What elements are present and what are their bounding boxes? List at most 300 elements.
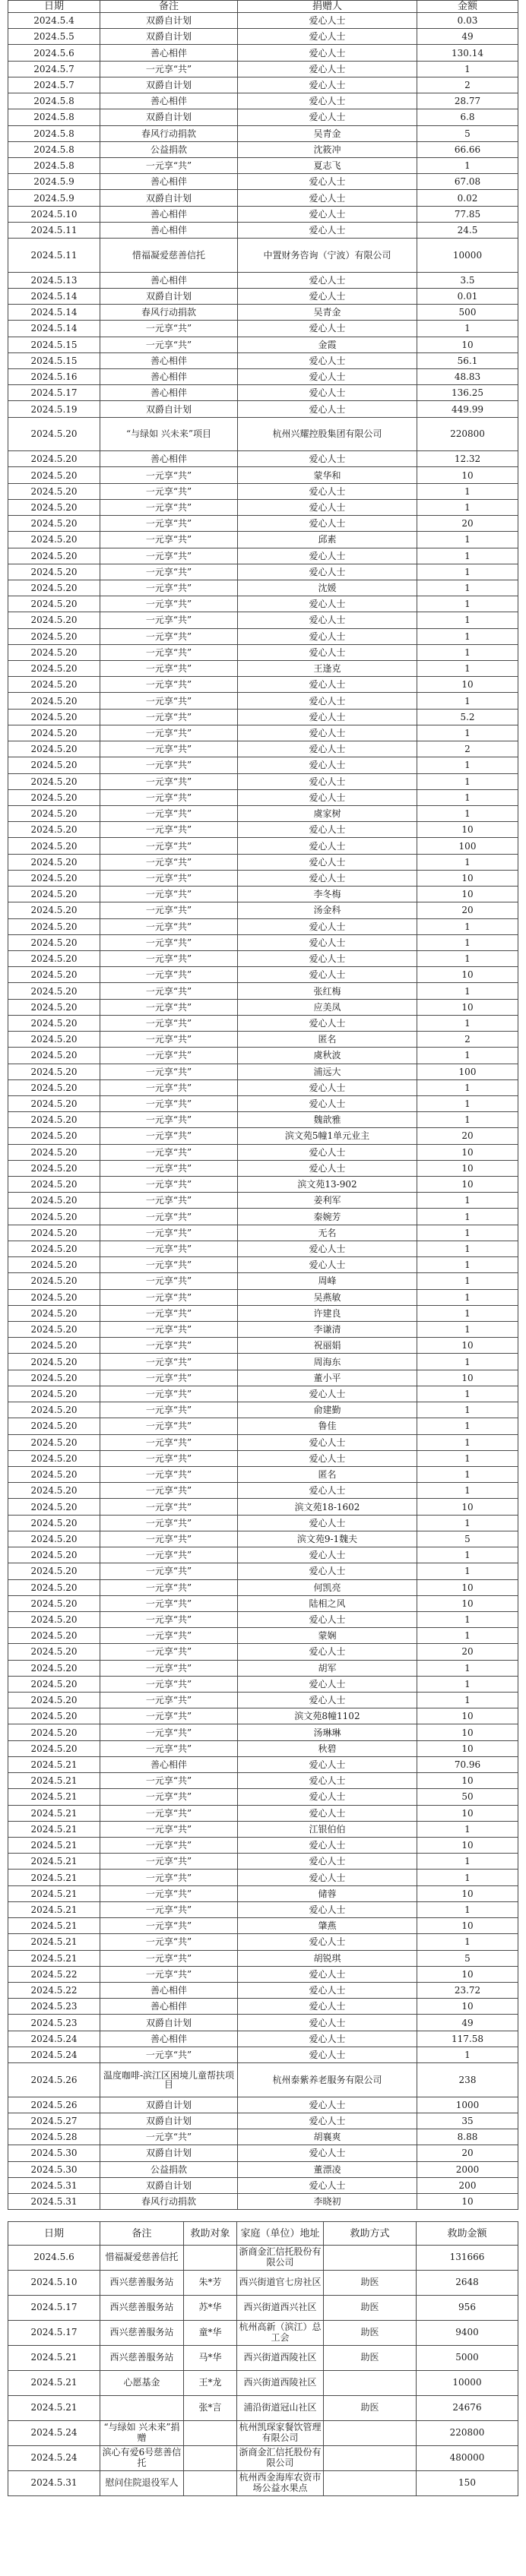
table-row [8, 1595, 518, 1611]
cell-note: 一元享“共” [100, 1885, 238, 1901]
cell-date: 2024.5.21 [8, 1950, 100, 1966]
cell-amount: 1 [417, 1193, 518, 1209]
cell-recipient [184, 2471, 237, 2496]
cell-date: 2024.5.20 [8, 887, 100, 902]
cell-date: 2024.5.20 [8, 1563, 100, 1579]
cell-amount: 49 [417, 2015, 518, 2031]
cell-note: 一元享“共” [100, 1418, 238, 1434]
table-row [8, 2047, 518, 2062]
table-row [8, 2015, 518, 2031]
table-row [8, 918, 518, 934]
cell-donor: 爱心人士 [238, 2015, 417, 2031]
cell-amount: 10 [417, 677, 518, 693]
cell-amount: 10 [417, 1838, 518, 1854]
header-date: 日期 [8, 2222, 100, 2246]
table-row [8, 1079, 518, 1095]
cell-date: 2024.5.11 [8, 239, 100, 273]
cell-recipient: 朱*芳 [184, 2271, 237, 2296]
cell-date: 2024.5.20 [8, 1144, 100, 1160]
cell-donor: 爱心人士 [238, 1999, 417, 2015]
cell-donor: 爱心人士 [238, 190, 417, 206]
cell-amount: 1 [417, 499, 518, 515]
cell-note: 一元享“共” [100, 1838, 238, 1854]
cell-donor: 爱心人士 [238, 1450, 417, 1466]
cell-donor: 爱心人士 [238, 1144, 417, 1160]
cell-note: 惜福凝爱慈善信托 [100, 2246, 184, 2271]
cell-donor: 爱心人士 [238, 564, 417, 580]
cell-donor: 匿名 [238, 1032, 417, 1048]
table-row [8, 757, 518, 773]
cell-note: 一元享“共” [100, 483, 238, 499]
cell-amount: 1 [417, 934, 518, 950]
cell-note: 一元享“共” [100, 1095, 238, 1111]
table-row [8, 1241, 518, 1256]
cell-date: 2024.5.26 [8, 2097, 100, 2113]
table-row [8, 1950, 518, 1966]
cell-note: 善心相伴 [100, 352, 238, 368]
table-row [8, 2193, 518, 2209]
cell-donor: 爱心人士 [238, 693, 417, 709]
assistance-table-body [8, 2246, 518, 2496]
cell-date: 2024.5.20 [8, 806, 100, 822]
cell-amount: 1 [417, 1466, 518, 1482]
table-row [8, 1209, 518, 1225]
cell-note: 善心相伴 [100, 451, 238, 467]
cell-note: 一元享“共” [100, 709, 238, 725]
cell-date: 2024.5.20 [8, 1676, 100, 1692]
cell-donor: 吴青金 [238, 305, 417, 321]
cell-amount: 1 [417, 564, 518, 580]
cell-amount: 10 [417, 1805, 518, 1821]
cell-amount: 1 [417, 1289, 518, 1305]
table-row [8, 1805, 518, 1821]
cell-donor: 爱心人士 [238, 1773, 417, 1789]
cell-amount: 1 [417, 1112, 518, 1128]
cell-amount: 1 [417, 61, 518, 77]
cell-amount: 1 [417, 1870, 518, 1885]
cell-donor: 张红梅 [238, 983, 417, 999]
cell-date: 2024.5.31 [8, 2471, 100, 2496]
table-row [8, 789, 518, 805]
cell-amount: 0.02 [417, 190, 518, 206]
cell-donor: 爱心人士 [238, 934, 417, 950]
cell-date: 2024.5.20 [8, 1048, 100, 1064]
header-recipient: 救助对象 [184, 2222, 237, 2246]
table-row [8, 1982, 518, 1998]
cell-note: 一元享“共” [100, 628, 238, 644]
table-row [8, 1789, 518, 1805]
cell-note: 一元享“共” [100, 1901, 238, 1917]
table-row [8, 1144, 518, 1160]
cell-donor: 爱心人士 [238, 499, 417, 515]
cell-amount: 10000 [417, 239, 518, 273]
table-row [8, 1854, 518, 1870]
cell-amount: 10 [417, 1966, 518, 1982]
cell-amount: 10 [417, 999, 518, 1015]
cell-amount: 1 [417, 773, 518, 789]
cell-donor: 爱心人士 [238, 870, 417, 886]
table-row [8, 1193, 518, 1209]
cell-amount: 1 [417, 1563, 518, 1579]
donation-table [8, 0, 518, 2210]
cell-amount: 10 [417, 1708, 518, 1724]
cell-amount: 956 [417, 2296, 518, 2321]
cell-donor: 爱心人士 [238, 1483, 417, 1499]
cell-donor: 爱心人士 [238, 1434, 417, 1450]
cell-donor: 滨文苑8幢1102 [238, 1708, 417, 1724]
table-row [8, 967, 518, 983]
cell-date: 2024.5.20 [8, 451, 100, 467]
cell-donor: 汤琳琳 [238, 1724, 417, 1740]
table-row [8, 1289, 518, 1305]
cell-note: 双爵自计划 [100, 109, 238, 125]
cell-donor: 吴燕敏 [238, 1289, 417, 1305]
cell-date: 2024.5.20 [8, 709, 100, 725]
cell-amount: 1 [417, 644, 518, 660]
cell-date: 2024.5.9 [8, 190, 100, 206]
cell-amount: 49 [417, 29, 518, 45]
cell-note: 一元享“共” [100, 321, 238, 337]
table-row [8, 1273, 518, 1289]
cell-date: 2024.5.20 [8, 950, 100, 966]
table-row [8, 1885, 518, 1901]
cell-note: 一元享“共” [100, 1450, 238, 1466]
cell-donor: 爱心人士 [238, 368, 417, 384]
table-row [8, 693, 518, 709]
cell-donor: 汤金科 [238, 902, 417, 918]
cell-note: 一元享“共” [100, 499, 238, 515]
table-row [8, 29, 518, 45]
cell-amount: 1 [417, 321, 518, 337]
cell-amount: 1 [417, 1305, 518, 1321]
cell-donor: 爱心人士 [238, 1611, 417, 1627]
cell-date: 2024.5.17 [8, 385, 100, 401]
cell-note: 一元享“共” [100, 467, 238, 483]
table-row [8, 1466, 518, 1482]
cell-donor: 滨文苑13-902 [238, 1177, 417, 1193]
cell-note: 一元享“共” [100, 1434, 238, 1450]
header-method: 救助方式 [324, 2222, 417, 2246]
cell-note: “与绿如 兴未来”捐赠 [100, 2421, 184, 2446]
cell-date: 2024.5.20 [8, 1531, 100, 1547]
cell-note: 一元享“共” [100, 725, 238, 741]
cell-donor: 爱心人士 [238, 2097, 417, 2113]
table-row [8, 2031, 518, 2047]
table-row [8, 1547, 518, 1563]
cell-amount: 1 [417, 757, 518, 773]
cell-date: 2024.5.20 [8, 757, 100, 773]
cell-amount: 117.58 [417, 2031, 518, 2047]
cell-note: 西兴慈善服务站 [100, 2296, 184, 2321]
cell-amount: 200 [417, 2177, 518, 2193]
cell-date: 2024.5.6 [8, 2246, 100, 2271]
cell-donor: 爱心人士 [238, 1676, 417, 1692]
cell-amount: 1 [417, 157, 518, 173]
cell-donor: 胡军 [238, 1660, 417, 1676]
cell-date: 2024.5.20 [8, 1644, 100, 1660]
cell-donor: 爱心人士 [238, 352, 417, 368]
cell-amount: 1 [417, 1450, 518, 1466]
cell-date: 2024.5.20 [8, 1693, 100, 1708]
cell-amount: 5.2 [417, 709, 518, 725]
cell-amount: 23.72 [417, 1982, 518, 1998]
table-row [8, 564, 518, 580]
cell-amount: 10000 [417, 2371, 518, 2396]
table-row [8, 2421, 518, 2446]
table-row [8, 1740, 518, 1756]
cell-donor: 爱心人士 [238, 1966, 417, 1982]
table-row [8, 1756, 518, 1772]
cell-date: 2024.5.20 [8, 918, 100, 934]
cell-date: 2024.5.20 [8, 596, 100, 612]
cell-amount: 1 [417, 1209, 518, 1225]
cell-donor: 爱心人士 [238, 1160, 417, 1176]
cell-address: 西兴街道西陵社区 [237, 2346, 324, 2371]
cell-note: 一元享“共” [100, 337, 238, 352]
cell-amount: 67.08 [417, 174, 518, 190]
table-row [8, 822, 518, 838]
cell-donor: 爱心人士 [238, 401, 417, 417]
cell-amount: 1 [417, 1547, 518, 1563]
table-row [8, 1338, 518, 1354]
cell-note: 一元享“共” [100, 1934, 238, 1950]
cell-note: 一元享“共” [100, 1079, 238, 1095]
cell-date: 2024.5.20 [8, 1322, 100, 1338]
cell-date: 2024.5.21 [8, 1870, 100, 1885]
table-row [8, 337, 518, 352]
cell-date: 2024.5.24 [8, 2031, 100, 2047]
table-row [8, 190, 518, 206]
cell-date: 2024.5.8 [8, 141, 100, 157]
table-row [8, 157, 518, 173]
cell-amount: 1 [417, 596, 518, 612]
table-row [8, 644, 518, 660]
cell-date: 2024.5.20 [8, 1064, 100, 1079]
cell-date: 2024.5.20 [8, 677, 100, 693]
cell-donor: 爱心人士 [238, 918, 417, 934]
cell-date: 2024.5.19 [8, 401, 100, 417]
table-row [8, 870, 518, 886]
cell-date: 2024.5.20 [8, 1628, 100, 1644]
cell-note: 一元享“共” [100, 61, 238, 77]
cell-amount: 1 [417, 1402, 518, 1418]
table-row [8, 677, 518, 693]
cell-amount: 1 [417, 1079, 518, 1095]
cell-recipient [184, 2421, 237, 2446]
cell-note: 一元享“共” [100, 967, 238, 983]
cell-amount: 2 [417, 77, 518, 93]
table-row [8, 548, 518, 564]
cell-date: 2024.5.20 [8, 644, 100, 660]
cell-amount: 1 [417, 1660, 518, 1676]
cell-amount: 1 [417, 854, 518, 870]
cell-amount: 1 [417, 725, 518, 741]
table-row [8, 385, 518, 401]
cell-date: 2024.5.20 [8, 1740, 100, 1756]
table-row [8, 1354, 518, 1370]
table-row [8, 1499, 518, 1515]
cell-note: 一元享“共” [100, 532, 238, 548]
table-row [8, 1048, 518, 1064]
table-row [8, 1531, 518, 1547]
table-row [8, 93, 518, 109]
cell-date: 2024.5.20 [8, 1595, 100, 1611]
cell-date: 2024.5.20 [8, 1177, 100, 1193]
table-row [8, 222, 518, 238]
table-row [8, 902, 518, 918]
table-row [8, 451, 518, 467]
table-row [8, 109, 518, 125]
table-row [8, 1322, 518, 1338]
cell-date: 2024.5.20 [8, 1305, 100, 1321]
cell-note: 滨心有爱6号慈善信托 [100, 2446, 184, 2471]
cell-amount: 8.88 [417, 2129, 518, 2145]
cell-date: 2024.5.20 [8, 1370, 100, 1386]
cell-note: 善心相伴 [100, 1999, 238, 2015]
cell-donor: 爱心人士 [238, 451, 417, 467]
cell-date: 2024.5.17 [8, 2296, 100, 2321]
cell-donor: 爱心人士 [238, 385, 417, 401]
cell-donor: 爱心人士 [238, 1982, 417, 1998]
table-row [8, 239, 518, 273]
table-row [8, 1934, 518, 1950]
cell-date: 2024.5.20 [8, 1708, 100, 1724]
cell-address: 浦沿街道冠山社区 [237, 2396, 324, 2421]
table-row [8, 1676, 518, 1692]
table-row [8, 950, 518, 966]
cell-note: 一元享“共” [100, 1241, 238, 1256]
cell-date: 2024.5.17 [8, 2321, 100, 2346]
cell-amount: 5 [417, 125, 518, 141]
table-row [8, 516, 518, 532]
cell-note: 一元享“共” [100, 1338, 238, 1354]
cell-donor: 董小平 [238, 1370, 417, 1386]
cell-date: 2024.5.22 [8, 1966, 100, 1982]
cell-amount: 1 [417, 1901, 518, 1917]
cell-amount: 2 [417, 741, 518, 757]
table-row [8, 125, 518, 141]
cell-amount: 131666 [417, 2246, 518, 2271]
cell-note: 温度咖啡-滨江区困境儿童帮扶项目 [100, 2063, 238, 2097]
cell-note: 双爵自计划 [100, 2097, 238, 2113]
cell-note: 一元享“共” [100, 1708, 238, 1724]
cell-amount: 1 [417, 693, 518, 709]
cell-date: 2024.5.28 [8, 2129, 100, 2145]
cell-note: 一元享“共” [100, 918, 238, 934]
cell-amount: 238 [417, 2063, 518, 2097]
cell-donor: 爱心人士 [238, 741, 417, 757]
cell-address: 浙商金汇信托股份有限公司 [237, 2246, 324, 2271]
header-note: 备注 [100, 2222, 184, 2246]
cell-donor: 许建良 [238, 1305, 417, 1321]
cell-note: 一元享“共” [100, 1048, 238, 1064]
cell-date: 2024.5.20 [8, 516, 100, 532]
assistance-table [8, 2221, 518, 2496]
cell-date: 2024.5.20 [8, 1128, 100, 1144]
table-row [8, 1724, 518, 1740]
cell-date: 2024.5.20 [8, 1160, 100, 1176]
cell-amount: 12.32 [417, 451, 518, 467]
cell-amount: 1 [417, 1693, 518, 1708]
cell-donor: 鲁佳 [238, 1418, 417, 1434]
cell-date: 2024.5.31 [8, 2177, 100, 2193]
cell-note: 西兴慈善服务站 [100, 2321, 184, 2346]
cell-amount: 10 [417, 1740, 518, 1756]
cell-donor: 周峰 [238, 1273, 417, 1289]
cell-donor: 江银伯伯 [238, 1821, 417, 1837]
table-row [8, 1225, 518, 1241]
cell-date: 2024.5.8 [8, 125, 100, 141]
table-row [8, 2145, 518, 2161]
cell-date: 2024.5.15 [8, 352, 100, 368]
cell-donor: 胡锐琪 [238, 1950, 417, 1966]
table-row [8, 206, 518, 222]
table-row [8, 1821, 518, 1837]
cell-date: 2024.5.20 [8, 999, 100, 1015]
cell-amount: 1 [417, 612, 518, 628]
cell-amount: 10 [417, 1773, 518, 1789]
table-row [8, 1386, 518, 1402]
cell-date: 2024.5.8 [8, 109, 100, 125]
cell-donor: 匿名 [238, 1466, 417, 1482]
cell-amount: 77.85 [417, 206, 518, 222]
cell-donor: 应美凤 [238, 999, 417, 1015]
cell-method [324, 2471, 417, 2496]
cell-amount: 5 [417, 1950, 518, 1966]
cell-date: 2024.5.21 [8, 1901, 100, 1917]
cell-donor: 爱心人士 [238, 838, 417, 854]
table-row [8, 2161, 518, 2177]
donation-table-body [8, 13, 518, 2210]
cell-date: 2024.5.20 [8, 773, 100, 789]
cell-note: 一元享“共” [100, 1950, 238, 1966]
cell-amount: 2000 [417, 2161, 518, 2177]
cell-donor: 无名 [238, 1225, 417, 1241]
cell-note: 一元享“共” [100, 1595, 238, 1611]
cell-amount: 1 [417, 789, 518, 805]
cell-date: 2024.5.21 [8, 1756, 100, 1772]
cell-note: 善心相伴 [100, 272, 238, 288]
cell-date: 2024.5.20 [8, 1241, 100, 1256]
cell-donor: 爱心人士 [238, 757, 417, 773]
cell-amount: 1 [417, 1418, 518, 1434]
cell-recipient: 王*龙 [184, 2371, 237, 2396]
cell-amount: 1 [417, 1386, 518, 1402]
cell-amount: 1 [417, 1354, 518, 1370]
cell-donor: 爱心人士 [238, 13, 417, 29]
cell-note: 一元享“共” [100, 1773, 238, 1789]
cell-amount: 70.96 [417, 1756, 518, 1772]
table-row [8, 2371, 518, 2396]
cell-amount: 10 [417, 887, 518, 902]
cell-amount: 2 [417, 1032, 518, 1048]
cell-recipient: 童*华 [184, 2321, 237, 2346]
table-row [8, 1112, 518, 1128]
cell-date: 2024.5.20 [8, 838, 100, 854]
cell-donor: 秦婉芳 [238, 1209, 417, 1225]
cell-amount: 1 [417, 628, 518, 644]
cell-donor: 周海东 [238, 1354, 417, 1370]
cell-note: 一元享“共” [100, 157, 238, 173]
cell-recipient: 马*华 [184, 2346, 237, 2371]
table-row [8, 661, 518, 677]
table-row [8, 417, 518, 451]
table-row [8, 2246, 518, 2271]
table-row [8, 1563, 518, 1579]
cell-donor: 祝丽娟 [238, 1338, 417, 1354]
table-row [8, 141, 518, 157]
cell-donor: 沈筱冲 [238, 141, 417, 157]
